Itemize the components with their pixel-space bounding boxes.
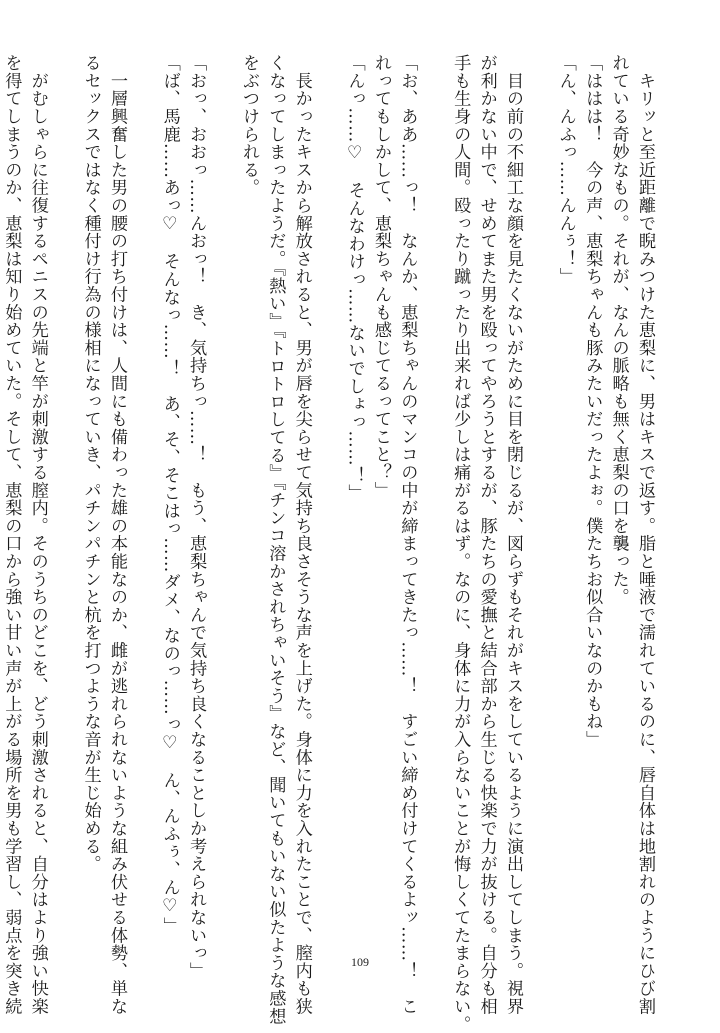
text-line: 長かったキスから解放されると、男が唇を尖らせて気持ち良さそうな声を上げた。身体に力を入れたことで、膣内も狭 xyxy=(291,54,312,1016)
text-line: 「お、ああ……っ！ なんか、恵梨ちゃんのマンコの中が締まってきたっ……！ すごい締め付けてくるよッ……！ こ xyxy=(397,54,418,1016)
text-line: るセックスではなく種付け行為の様相になっていき、パチンパチンと杭を打つような音が生じ始める。 xyxy=(80,54,101,873)
text-line: 手も生身の人間。殴ったり蹴ったり出来れば少しは痛がるはず。なのに、身体に力が入らないことが悔しくてたまらない。 xyxy=(450,54,471,1033)
text-line: が利かない中で、せめてまた男を殴ってやろうとするが、豚たちの愛撫と結合部から生じる快楽で力が抜ける。自分も相 xyxy=(476,54,497,1016)
text-line: 一層興奮した男の腰の打ち付けは、人間にも備わった雄の本能なのか、雌が逃れられないような組み伏せる体勢、単な xyxy=(106,54,127,1016)
page-number: 109 xyxy=(351,955,369,969)
text-line: を得てしまうのか、恵梨は知り始めていた。そして、恵梨の口から強い甘い声が上がる場所を男も学習し、弱点を突き続 xyxy=(1,54,22,1016)
text-line: 「ははは！ 今の声、恵梨ちゃんも豚みたいだったよぉ。僕たちお似合いなのかもね」 xyxy=(582,54,603,749)
text-line: がむしゃらに往復するペニスの先端と竿が刺激する膣内。そのうちのどこを、どう刺激されると、自分はより強い快楽 xyxy=(27,54,48,1016)
text-line: 「んっ……♡ そんなわけっ……ないでしょっ……！」 xyxy=(344,54,365,502)
text-line: 「ん、んふっ……んんぅ！」 xyxy=(555,54,576,286)
text-line: れってもしかして、恵梨ちゃんも感じてるってこと？」 xyxy=(370,54,391,499)
text-line: 「おっ、おおっ……んおっ！ き、気持ちっ……！ もう、恵梨ちゃんで気持ち良くなることしか考えられないっ」 xyxy=(186,54,207,980)
blank-line xyxy=(209,54,235,944)
text-line: をぶつけられる。 xyxy=(238,54,259,197)
text-line: くなってしまったようだ。『熱い』『トロトロしてる』『チンコ溶かされちゃいそう』など、聞いてもいない似たような感想 xyxy=(265,54,286,1025)
text-line: れている奇妙なもの。それが、なんの脈略も無く恵梨の口を襲った。 xyxy=(608,54,629,606)
blank-line xyxy=(526,54,552,944)
text-line: 目の前の不細工な顔を見たくないがために目を閉じるが、図らずもそれがキスをしているように演出してしまう。視界 xyxy=(502,54,523,1016)
blank-line xyxy=(315,54,341,944)
text-line: 「ば、馬鹿……あっ♡ そんなっ……！ あ、そ、そこはっ……ダメ、なのっ……っ♡ ん、んふぅ、ん♡」 xyxy=(159,54,180,935)
blank-line xyxy=(130,54,156,944)
blank-line xyxy=(420,54,446,944)
blank-line xyxy=(51,54,77,944)
text-line: キリッと至近距離で睨みつけた恵梨に、男はキスで返す。脂と唾液で濡れているのに、唇自体は地割れのようにひび割 xyxy=(635,54,655,1016)
